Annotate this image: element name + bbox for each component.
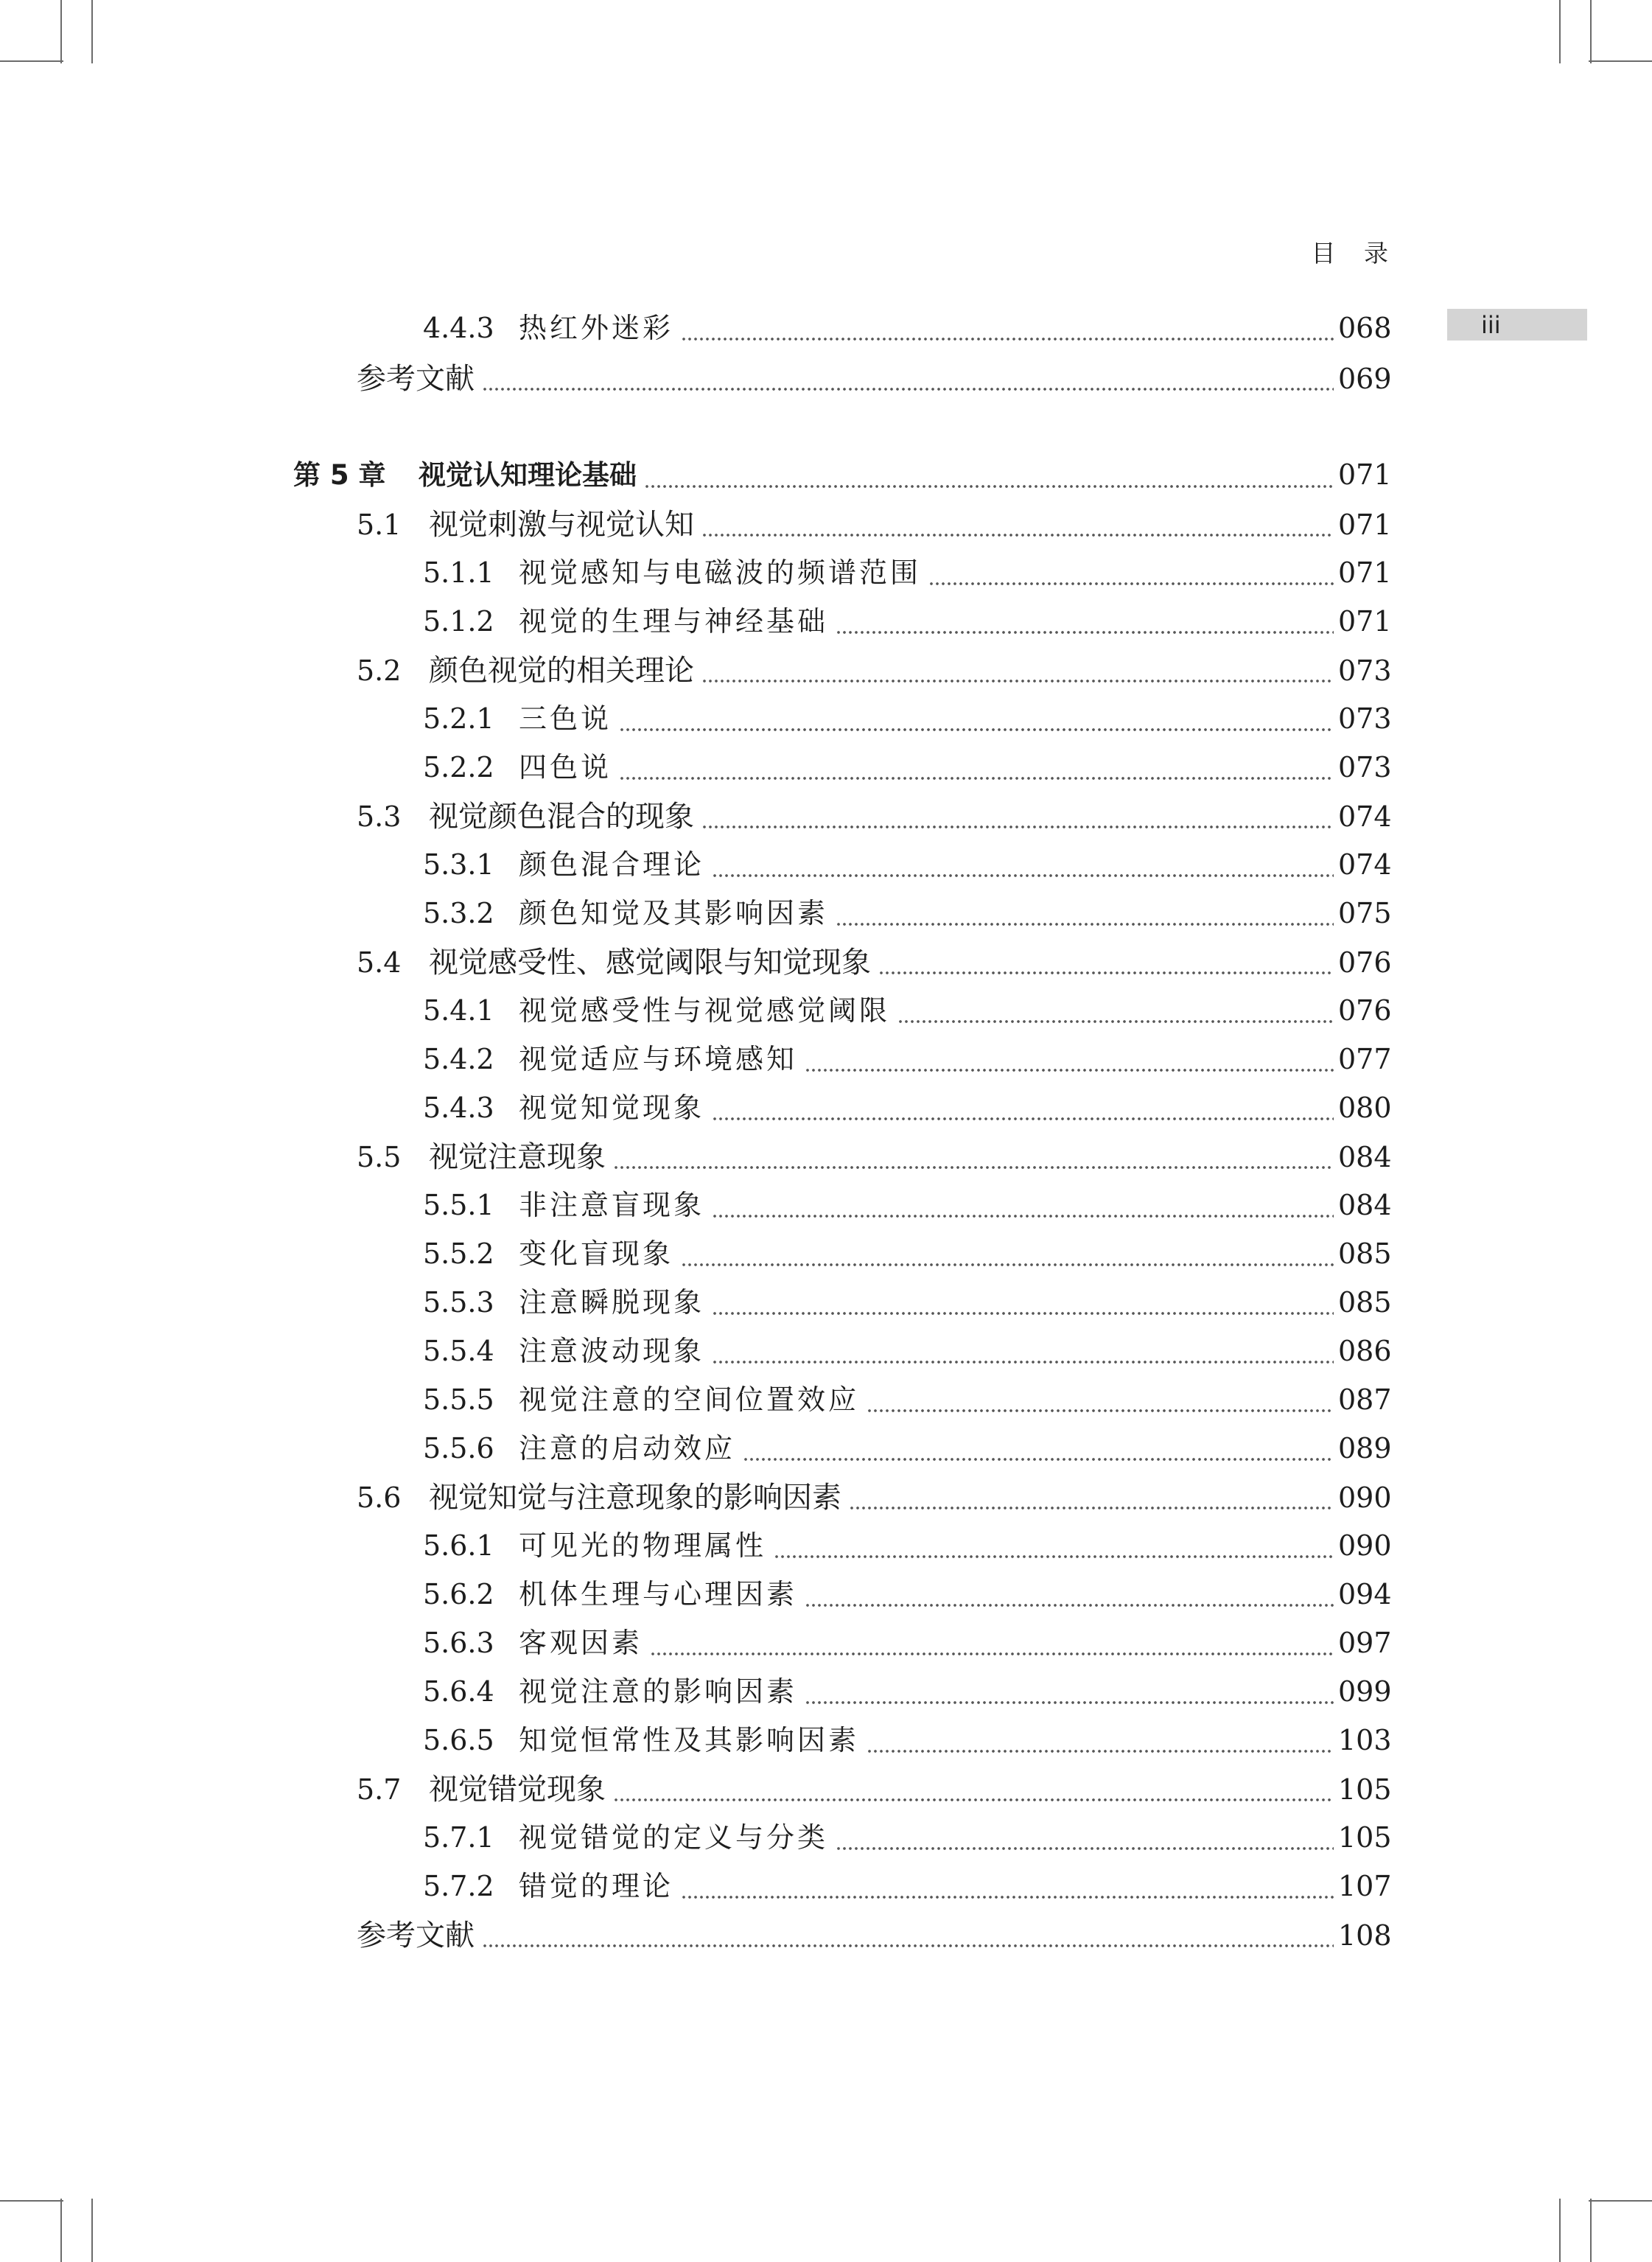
dot-leader (619, 696, 1334, 740)
page-number: iii (1481, 311, 1501, 339)
toc-entry-number: 5.6.1 (423, 1529, 494, 1562)
dot-leader (867, 1717, 1334, 1762)
toc-entry-page: 084 (1338, 1189, 1392, 1221)
dot-leader (836, 1815, 1334, 1859)
toc-entry-title: 视觉感受性与视觉感觉阈限 (519, 994, 891, 1027)
dot-leader (482, 1912, 1334, 1956)
dot-leader (805, 1669, 1334, 1713)
running-title: 目 录 (1311, 239, 1399, 268)
toc-entry[interactable] (357, 501, 1390, 545)
toc-entry-page: 090 (1338, 1529, 1392, 1562)
toc-entry[interactable] (423, 1717, 1390, 1762)
dot-leader (805, 1571, 1334, 1616)
toc-entry-number: 5.2.1 (423, 702, 494, 735)
toc-entry-title: 视觉注意的空间位置效应 (519, 1383, 860, 1416)
dot-leader (849, 1474, 1334, 1518)
toc-entry-title: 可见光的物理属性 (519, 1529, 767, 1562)
toc-entry-title: 注意的启动效应 (519, 1432, 736, 1465)
toc-entry-number: 5.6 (357, 1481, 402, 1514)
toc-entry[interactable] (423, 1377, 1390, 1421)
toc-entry[interactable] (423, 550, 1390, 594)
toc-entry-number: 5.7 (357, 1773, 402, 1806)
toc-entry-title: 知觉恒常性及其影响因素 (519, 1724, 860, 1756)
toc-entry[interactable] (357, 355, 1390, 399)
toc-entry-title: 客观因素 (519, 1627, 643, 1659)
toc-entry[interactable] (423, 1425, 1390, 1470)
toc-entry[interactable] (423, 744, 1390, 789)
toc-entry-page: 074 (1338, 800, 1392, 833)
page-number-tab (1447, 309, 1587, 341)
toc-entry-page: 074 (1338, 848, 1392, 881)
dot-leader (701, 793, 1334, 837)
toc-entry[interactable] (357, 793, 1390, 837)
toc-entry-page: 090 (1338, 1481, 1392, 1514)
toc-entry[interactable] (423, 598, 1390, 643)
toc-entry-title: 视觉感知与电磁波的频谱范围 (519, 556, 922, 589)
toc-entry-number: 5.3.2 (423, 897, 494, 929)
toc-entry[interactable] (357, 1134, 1390, 1178)
toc-entry-title: 视觉感受性、感觉阈限与知觉现象 (429, 946, 871, 980)
toc-entry[interactable] (357, 1766, 1390, 1810)
toc-entry-number: 5.6.4 (423, 1675, 494, 1708)
toc-entry-title: 三色说 (519, 702, 612, 735)
toc-entry-page: 085 (1338, 1238, 1392, 1270)
toc-entry-page: 107 (1338, 1870, 1392, 1902)
toc-entry-title: 错觉的理论 (519, 1870, 674, 1902)
toc-entry-title: 视觉知觉现象 (519, 1092, 705, 1124)
toc-entry-page: 105 (1338, 1773, 1392, 1806)
toc-entry[interactable] (423, 890, 1390, 935)
toc-entry-number: 第 5 章 (293, 459, 386, 491)
toc-entry-page: 080 (1338, 1092, 1392, 1124)
dot-leader (681, 1863, 1334, 1907)
toc-entry-title: 视觉注意现象 (429, 1140, 606, 1174)
toc-entry-title: 热红外迷彩 (519, 312, 674, 344)
toc-entry[interactable] (423, 988, 1390, 1032)
toc-entry[interactable] (423, 1863, 1390, 1907)
toc-entry[interactable] (357, 939, 1390, 983)
toc-entry-title: 注意波动现象 (519, 1335, 705, 1367)
toc-entry-number: 5.1.2 (423, 605, 494, 638)
toc-entry[interactable] (423, 305, 1390, 349)
dot-leader (681, 305, 1334, 349)
toc-entry-title: 视觉认知理论基础 (419, 459, 637, 491)
toc-entry-title: 机体生理与心理因素 (519, 1578, 798, 1610)
toc-entry-number: 5.5.3 (423, 1286, 494, 1319)
toc-entry-page: 071 (1338, 556, 1392, 589)
toc-entry[interactable] (423, 1036, 1390, 1081)
dot-leader (836, 890, 1334, 935)
toc-entry-page: 069 (1338, 363, 1392, 395)
toc-entry-page: 084 (1338, 1141, 1392, 1173)
dot-leader (712, 1280, 1334, 1324)
dot-leader (897, 988, 1334, 1032)
toc-entry-number: 5.1.1 (423, 556, 494, 589)
toc-entry-title: 四色说 (519, 751, 612, 783)
toc-entry-title: 非注意盲现象 (519, 1189, 705, 1221)
toc-entry-page: 076 (1338, 994, 1392, 1027)
toc-entry-number: 5.5.6 (423, 1432, 494, 1465)
toc-entry-title: 颜色视觉的相关理论 (429, 654, 694, 688)
toc-entry-title: 视觉的生理与神经基础 (519, 605, 829, 638)
dot-leader (613, 1766, 1334, 1810)
toc-entry[interactable] (423, 1815, 1390, 1859)
toc-entry-page: 086 (1338, 1335, 1392, 1367)
dot-leader (712, 1085, 1334, 1129)
toc-entry-page: 068 (1338, 312, 1392, 344)
dot-leader (712, 842, 1334, 886)
toc-entry-number: 5.6.2 (423, 1578, 494, 1610)
toc-entry[interactable] (423, 1280, 1390, 1324)
toc-entry-number: 5.3.1 (423, 848, 494, 881)
dot-leader (743, 1425, 1334, 1470)
toc-entry-page: 097 (1338, 1627, 1392, 1659)
toc-entry[interactable] (423, 1085, 1390, 1129)
toc-entry-page: 076 (1338, 946, 1392, 979)
toc-entry[interactable] (357, 647, 1390, 691)
toc-entry-number: 5.6.5 (423, 1724, 494, 1756)
dot-leader (613, 1134, 1334, 1178)
toc-entry-number: 5.4.3 (423, 1092, 494, 1124)
toc-entry-title: 视觉知觉与注意现象的影响因素 (429, 1481, 841, 1515)
toc-entry-number: 5.5.2 (423, 1238, 494, 1270)
toc-entry-number: 5.7.1 (423, 1821, 494, 1854)
toc-entry[interactable] (423, 1523, 1390, 1567)
toc-entry-number: 5.4.1 (423, 994, 494, 1027)
dot-leader (928, 550, 1334, 594)
toc-entry-title: 视觉颜色混合的现象 (429, 800, 694, 834)
toc-entry-title: 颜色知觉及其影响因素 (519, 897, 829, 929)
toc-entry-number: 5.4.2 (423, 1043, 494, 1075)
toc-entry-number: 5.1 (357, 509, 402, 541)
toc-entry-page: 085 (1338, 1286, 1392, 1319)
toc-entry-page: 087 (1338, 1383, 1392, 1416)
toc-entry-number: 5.2 (357, 654, 402, 687)
toc-entry[interactable] (423, 1669, 1390, 1713)
toc-entry-page: 073 (1338, 654, 1392, 687)
toc-entry-page: 073 (1338, 702, 1392, 735)
toc-entry[interactable] (423, 1571, 1390, 1616)
dot-leader (712, 1328, 1334, 1372)
dot-leader (701, 501, 1334, 545)
toc-entry-title: 视觉适应与环境感知 (519, 1043, 798, 1075)
toc-entry-number: 5.2.2 (423, 751, 494, 783)
toc-entry-page: 094 (1338, 1578, 1392, 1610)
toc-entry-page: 099 (1338, 1675, 1392, 1708)
toc-entry-title: 视觉错觉的定义与分类 (519, 1821, 829, 1854)
toc-entry-number: 5.5.5 (423, 1383, 494, 1416)
toc-entry-title: 参考文献 (357, 362, 475, 396)
toc-entry[interactable] (423, 1620, 1390, 1664)
dot-leader (644, 453, 1334, 497)
toc-entry-page: 105 (1338, 1821, 1392, 1854)
toc-entry[interactable] (423, 1182, 1390, 1226)
toc-entry[interactable] (423, 842, 1390, 886)
toc-entry-number: 5.3 (357, 800, 402, 833)
dot-leader (867, 1377, 1334, 1421)
toc-entry-page: 075 (1338, 897, 1392, 929)
toc-entry-number: 5.7.2 (423, 1870, 494, 1902)
dot-leader (650, 1620, 1334, 1664)
toc-entry-page: 108 (1338, 1919, 1392, 1952)
toc-entry[interactable] (423, 1328, 1390, 1372)
toc-entry-page: 077 (1338, 1043, 1392, 1075)
toc-entry-page: 071 (1338, 458, 1392, 491)
dot-leader (681, 1231, 1334, 1275)
toc-entry-number: 5.5.4 (423, 1335, 494, 1367)
toc-entry[interactable] (293, 453, 1390, 497)
toc-entry-number: 5.5.1 (423, 1189, 494, 1221)
toc-entry-page: 103 (1338, 1724, 1392, 1756)
toc-entry[interactable] (357, 1474, 1390, 1518)
dot-leader (712, 1182, 1334, 1226)
toc-entry-title: 注意瞬脱现象 (519, 1286, 705, 1319)
toc-entry-title: 视觉错觉现象 (429, 1773, 606, 1807)
toc-entry-title: 视觉注意的影响因素 (519, 1675, 798, 1708)
toc-entry-number: 4.4.3 (423, 312, 494, 344)
toc-entry-number: 5.5 (357, 1141, 402, 1173)
toc-entry-page: 071 (1338, 509, 1392, 541)
dot-leader (482, 355, 1334, 399)
toc-entry[interactable] (423, 1231, 1390, 1275)
toc-entry-title: 参考文献 (357, 1919, 475, 1952)
toc-entry-page: 089 (1338, 1432, 1392, 1465)
dot-leader (878, 939, 1334, 983)
toc-entry-page: 071 (1338, 605, 1392, 638)
dot-leader (836, 598, 1334, 643)
dot-leader (701, 647, 1334, 691)
dot-leader (774, 1523, 1334, 1567)
toc-entry[interactable] (357, 1912, 1390, 1956)
toc-entry-title: 变化盲现象 (519, 1238, 674, 1270)
toc-entry-title: 视觉刺激与视觉认知 (429, 508, 694, 542)
toc-entry-number: 5.4 (357, 946, 402, 979)
dot-leader (619, 744, 1334, 789)
toc-entry-page: 073 (1338, 751, 1392, 783)
toc-entry-title: 颜色混合理论 (519, 848, 705, 881)
toc-entry-number: 5.6.3 (423, 1627, 494, 1659)
dot-leader (805, 1036, 1334, 1081)
toc-entry[interactable] (423, 696, 1390, 740)
